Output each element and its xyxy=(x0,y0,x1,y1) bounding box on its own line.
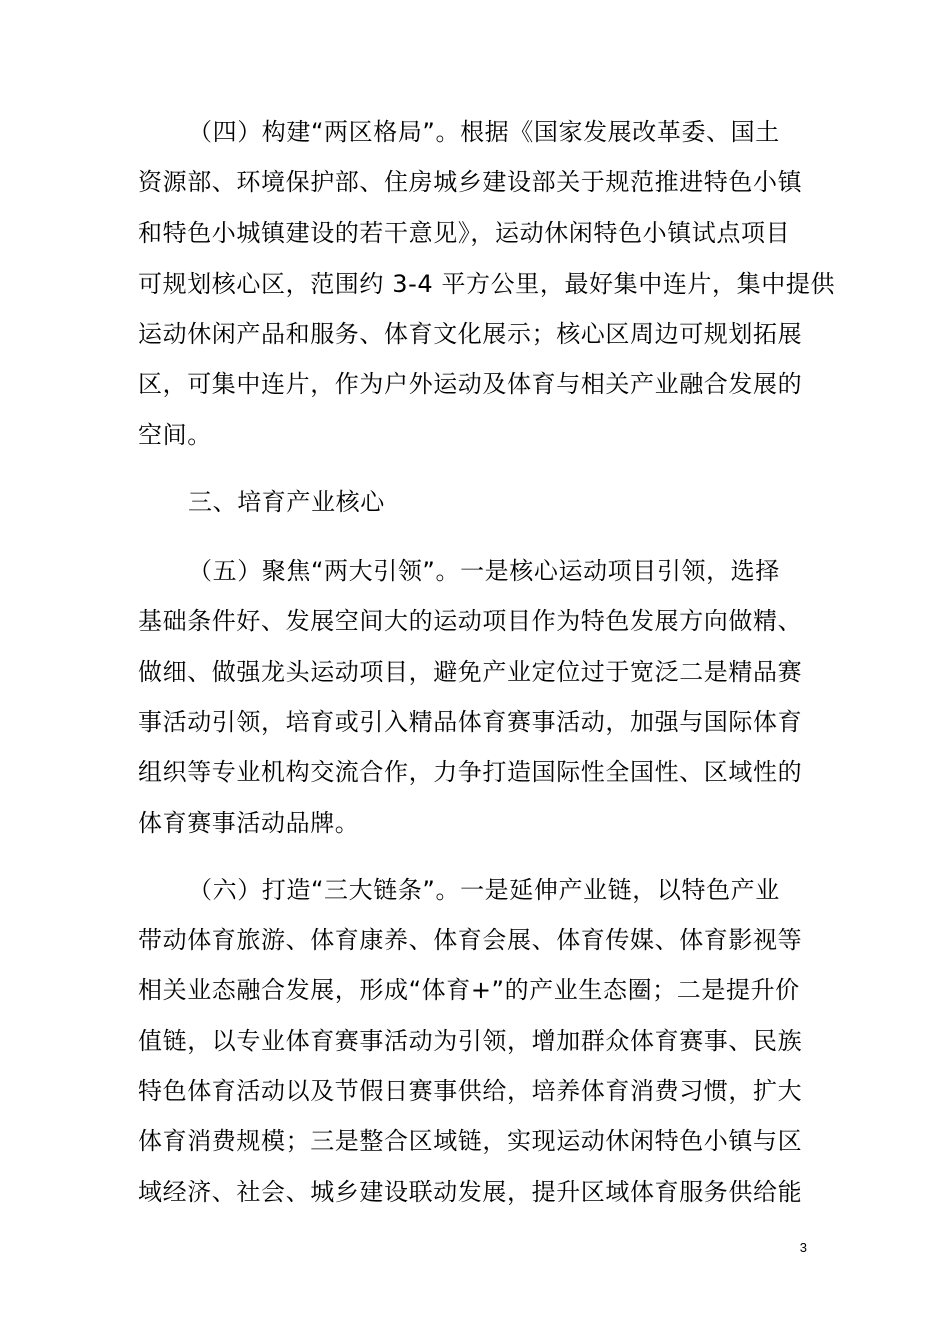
paragraph-6-line-1: （六）打造“三大链条”。一是延伸产业链，以特色产业 xyxy=(188,876,780,904)
page-number: 3 xyxy=(799,1240,807,1255)
paragraph-4-line-7: 空间。 xyxy=(138,421,212,449)
paragraph-6-line-3: 相关业态融合发展，形成“体育+”的产业生态圈；二是提升价 xyxy=(138,976,800,1004)
paragraph-4-line-6: 区，可集中连片，作为户外运动及体育与相关产业融合发展的 xyxy=(138,370,803,398)
paragraph-6-line-5: 特色体育活动以及节假日赛事供给，培养体育消费习惯，扩大 xyxy=(138,1077,803,1105)
paragraph-5-line-1: （五）聚焦“两大引领”。一是核心运动项目引领，选择 xyxy=(188,557,780,585)
paragraph-4-line-2: 资源部、环境保护部、住房城乡建设部关于规范推进特色小镇 xyxy=(138,168,803,196)
paragraph-4-line-4: 可规划核心区，范围约 3-4 平方公里，最好集中连片，集中提供 xyxy=(138,270,836,298)
paragraph-6-line-2: 带动体育旅游、体育康养、体育会展、体育传媒、体育影视等 xyxy=(138,926,803,954)
paragraph-6-line-6: 体育消费规模；三是整合区域链，实现运动休闲特色小镇与区 xyxy=(138,1127,803,1155)
section-heading: 三、培育产业核心 xyxy=(188,488,385,516)
paragraph-4-line-3: 和特色小城镇建设的若干意见》，运动休闲特色小镇试点项目 xyxy=(138,219,791,247)
paragraph-5-line-3: 做细、做强龙头运动项目，避免产业定位过于宽泛二是精品赛 xyxy=(138,658,803,686)
paragraph-6-line-7: 域经济、社会、城乡建设联动发展，提升区域体育服务供给能 xyxy=(138,1178,803,1206)
paragraph-4-line-5: 运动休闲产品和服务、体育文化展示；核心区周边可规划拓展 xyxy=(138,320,803,348)
paragraph-6-line-4: 值链，以专业体育赛事活动为引领，增加群众体育赛事、民族 xyxy=(138,1027,803,1055)
paragraph-5-line-5: 组织等专业机构交流合作，力争打造国际性全国性、区域性的 xyxy=(138,758,803,786)
paragraph-5-line-4: 事活动引领，培育或引入精品体育赛事活动，加强与国际体育 xyxy=(138,708,803,736)
paragraph-4-line-1: （四）构建“两区格局”。根据《国家发展改革委、国土 xyxy=(188,118,780,146)
paragraph-5-line-2: 基础条件好、发展空间大的运动项目作为特色发展方向做精、 xyxy=(138,607,803,635)
paragraph-5-line-6: 体育赛事活动品牌。 xyxy=(138,809,360,837)
